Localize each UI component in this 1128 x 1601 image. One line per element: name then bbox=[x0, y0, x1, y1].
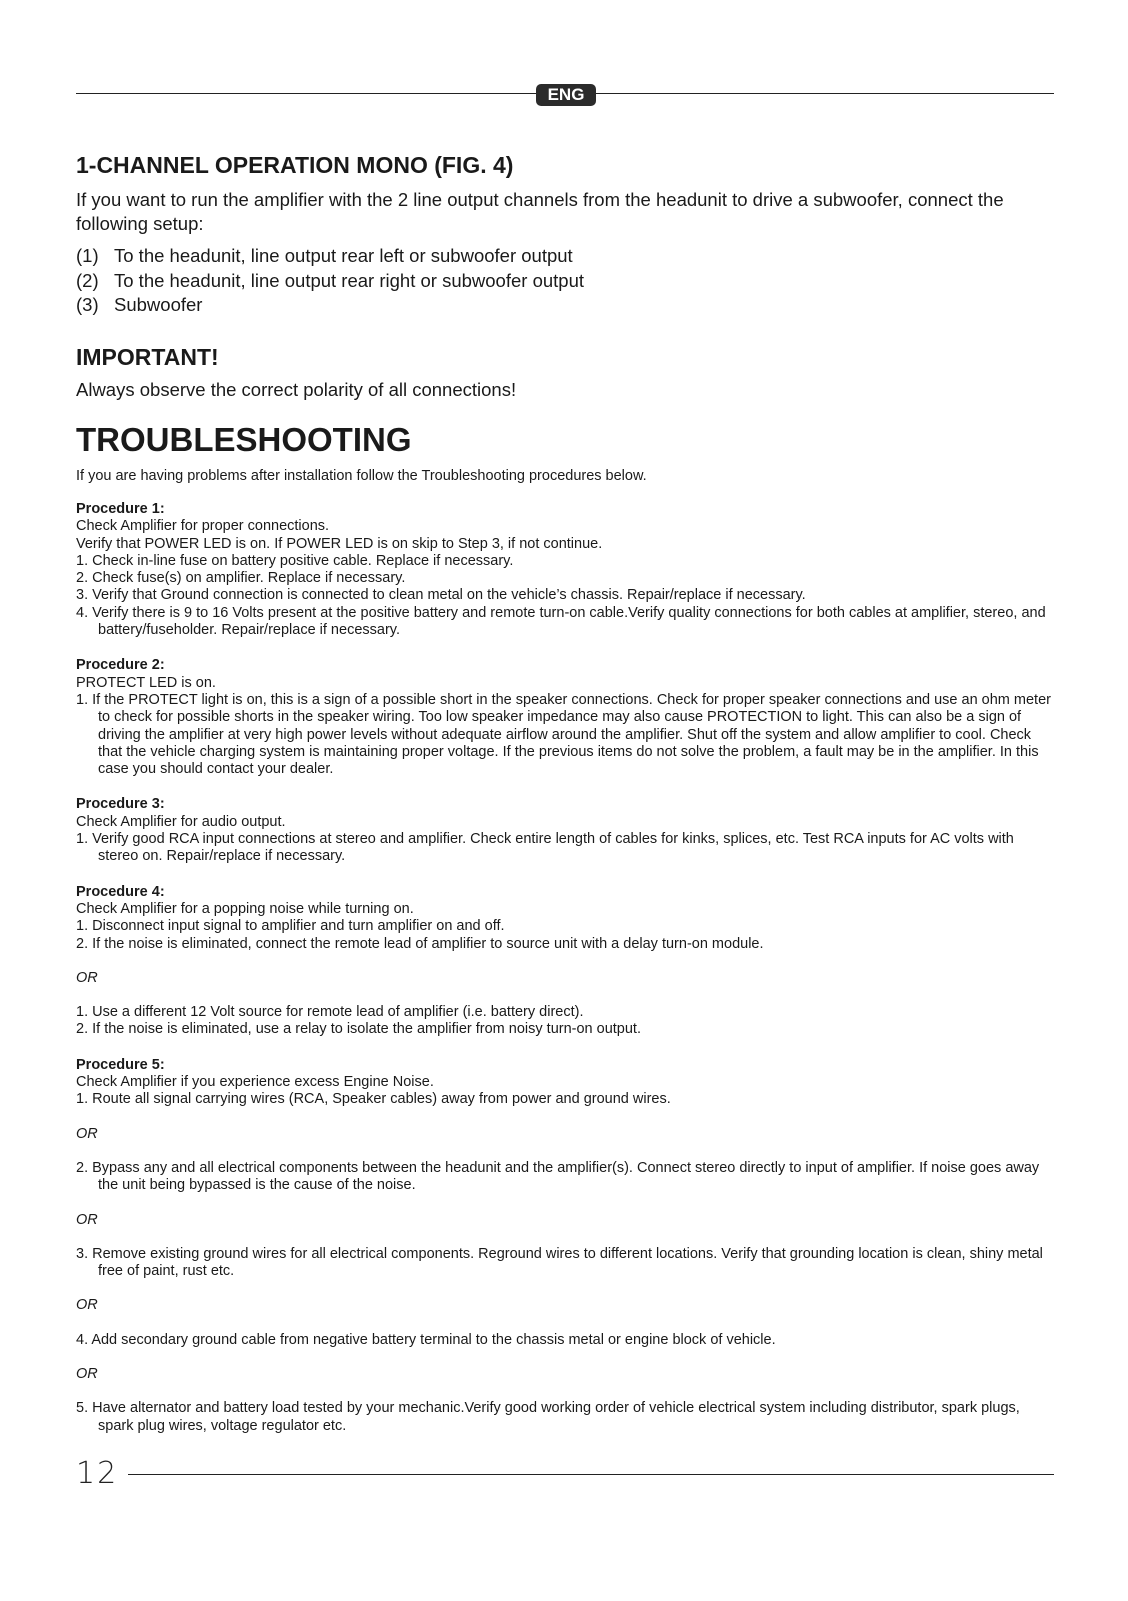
procedure-4 bbox=[76, 884, 1056, 1039]
procedure-line: 3. Verify that Ground connection is connected to clean metal on the vehicle’s chassis. Repair/replace if necessary. bbox=[76, 587, 806, 604]
page-content bbox=[76, 150, 1056, 1453]
procedure-line: PROTECT LED is on. bbox=[76, 674, 216, 691]
language-badge: ENG bbox=[536, 84, 596, 106]
procedure-line: 1. Route all signal carrying wires (RCA, Speaker cables) away from power and ground wires. bbox=[76, 1091, 671, 1108]
troubleshooting-intro: If you are having problems after installation follow the Troubleshooting procedures below. bbox=[76, 467, 647, 484]
procedure-line: 1. Verify good RCA input connections at stereo and amplifier. Check entire length of cables for kinks, splices, etc. Test RCA inputs for AC volts with stereo on. Repair/replace if necessary. bbox=[76, 831, 1014, 865]
important-title: IMPORTANT! bbox=[76, 343, 219, 370]
procedure-line: 4. Verify there is 9 to 16 Volts present at the positive battery and remote turn-on cable.Verify quality connections for both cables at amplifier, stereo, and battery/fuseholder. Repair/replace if necessary. bbox=[76, 604, 1046, 639]
procedure-line: 2. Check fuse(s) on amplifier. Replace if necessary. bbox=[76, 570, 406, 587]
procedure-line: 5. Have alternator and battery load tested by your mechanic.Verify good working order of vehicle electrical system including distributor, spark plugs, spark plug wires, voltage regulator etc. bbox=[76, 1400, 1020, 1434]
procedure-line: Check Amplifier for a popping noise while turning on. bbox=[76, 900, 414, 917]
or-separator: OR bbox=[76, 1365, 98, 1382]
procedure-title: Procedure 5: bbox=[76, 1056, 165, 1073]
procedure-line: 1. Use a different 12 Volt source for remote lead of amplifier (i.e. battery direct). bbox=[76, 1004, 584, 1021]
mono-connection-list bbox=[76, 244, 1056, 318]
procedure-line: Check Amplifier if you experience excess Engine Noise. bbox=[76, 1074, 434, 1091]
procedure-line: Check Amplifier for audio output. bbox=[76, 813, 286, 830]
procedure-title: Procedure 4: bbox=[76, 883, 165, 900]
mono-section-title: 1-CHANNEL OPERATION MONO (FIG. 4) bbox=[76, 152, 514, 178]
procedure-line: 1. If the PROTECT light is on, this is a sign of a possible short in the speaker connections. Check for proper speaker connections and use an ohm meter to check for possible shorts in the speaker wiring. Too low speaker impedance may also cause PROTECTION to light. This can also be a sign of driving the amplifier at very high power levels without adequate airflow around the amplifier. Shut off the system and allow amplifier to cool. Check that the vehicle charging system is maintaining proper voltage. If the previous items do not solve the problem, a fault may be in the amplifier. In this case you should contact your dealer. bbox=[76, 691, 1051, 778]
mono-intro: If you want to run the amplifier with the 2 line output channels from the headunit to drive a subwoofer, connect the following setup: bbox=[76, 189, 1004, 234]
procedure-line: 3. Remove existing ground wires for all electrical components. Reground wires to different locations. Verify that grounding location is clean, shiny metal free of paint, rust etc. bbox=[76, 1245, 1043, 1280]
list-item: (2) To the headunit, line output rear right or subwoofer output bbox=[76, 269, 584, 291]
or-separator: OR bbox=[76, 1211, 98, 1228]
list-item: (3) Subwoofer bbox=[76, 294, 203, 315]
procedure-line: Verify that POWER LED is on. If POWER LED is on skip to Step 3, if not continue. bbox=[76, 535, 603, 552]
procedure-line: 4. Add secondary ground cable from negative battery terminal to the chassis metal or engine block of vehicle. bbox=[76, 1331, 776, 1348]
or-separator: OR bbox=[76, 1297, 98, 1314]
page-number: 12 bbox=[76, 1456, 119, 1491]
procedure-2 bbox=[76, 657, 1056, 778]
procedure-title: Procedure 1: bbox=[76, 501, 165, 517]
procedure-line: 2. Bypass any and all electrical components between the headunit and the amplifier(s). Connect stereo directly to input of amplifier. If noise goes away the unit being bypassed is the cause of the noise. bbox=[76, 1159, 1040, 1194]
procedure-title: Procedure 3: bbox=[76, 796, 165, 813]
procedure-line: 2. If the noise is eliminated, use a relay to isolate the amplifier from noisy turn-on output. bbox=[76, 1021, 641, 1038]
procedure-line: 2. If the noise is eliminated, connect the remote lead of amplifier to source unit with a delay turn-on module. bbox=[76, 935, 764, 952]
procedure-5 bbox=[76, 1057, 1056, 1435]
footer-rule bbox=[128, 1474, 1054, 1475]
procedure-1 bbox=[76, 501, 1056, 639]
important-text: Always observe the correct polarity of all connections! bbox=[76, 378, 517, 400]
procedure-3 bbox=[76, 796, 1056, 865]
procedure-line: Check Amplifier for proper connections. bbox=[76, 518, 330, 535]
list-item: (1) To the headunit, line output rear left or subwoofer output bbox=[76, 245, 573, 266]
procedure-line: 1. Check in-line fuse on battery positive cable. Replace if necessary. bbox=[76, 552, 514, 569]
troubleshooting-title: TROUBLESHOOTING bbox=[76, 420, 412, 458]
or-separator: OR bbox=[76, 1125, 98, 1142]
procedure-line: 1. Disconnect input signal to amplifier and turn amplifier on and off. bbox=[76, 918, 505, 935]
or-separator: OR bbox=[76, 969, 98, 986]
procedure-title: Procedure 2: bbox=[76, 657, 165, 674]
